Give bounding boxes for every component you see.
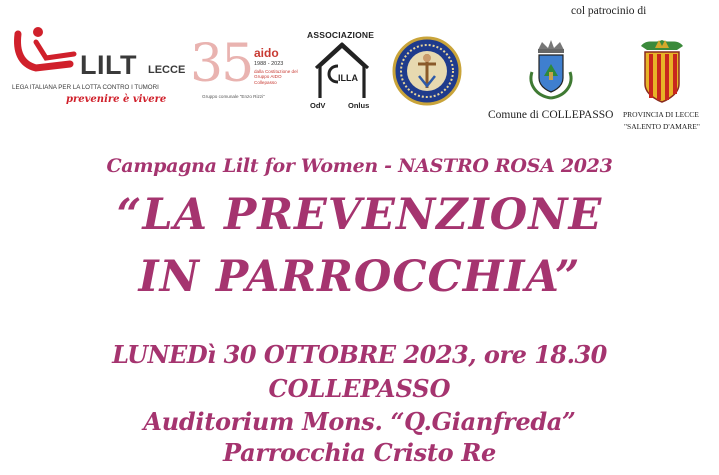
cilla-house-icon	[312, 40, 372, 102]
campaign-title: Campagna Lilt for Women - NASTRO ROSA 2023	[106, 155, 613, 177]
cilla-association-logo	[302, 30, 382, 112]
aido-subtitle: dalla Costituzione del Gruppo AIDO Collepasso	[254, 69, 298, 85]
lilt-logo-icon	[12, 24, 82, 80]
lilt-wordmark: LILT	[80, 50, 137, 80]
event-venue: Auditorium Mons. “Q.Gianfreda”	[143, 407, 576, 436]
lilt-motto: prevenire è vivere	[66, 94, 167, 105]
collepasso-label: Comune di COLLEPASSO	[488, 109, 614, 121]
lecce-motto-label: "SALENTO D'AMARE"	[624, 122, 700, 131]
aido-logo	[188, 34, 298, 104]
cilla-odv: OdV	[310, 101, 326, 110]
aido-anniversary-number: 35	[190, 34, 253, 94]
lilt-logo	[10, 24, 185, 114]
aido-years: 1988 - 2023	[254, 61, 284, 67]
cilla-heading: ASSOCIAZIONE	[307, 30, 375, 40]
cilla-onlus: Onlus	[348, 101, 370, 110]
cilla-name: ILLA	[338, 73, 358, 83]
headline-line-1: “LA PREVENZIONE	[116, 190, 603, 240]
collepasso-crest-icon	[526, 38, 576, 104]
aido-group: Gruppo comunale "Enzo Rizzi"	[202, 94, 265, 99]
lilt-tagline: LEGA ITALIANA PER LA LOTTA CONTRO I TUMORI	[12, 84, 159, 91]
lilt-city: LECCE	[148, 64, 186, 76]
aido-brand: aido	[254, 46, 279, 60]
lecce-crest-icon	[637, 36, 687, 106]
event-parish: Parrocchia Cristo Re	[223, 438, 496, 467]
headline-line-2: IN PARROCCHIA”	[138, 252, 581, 302]
lecce-province-label: PROVINCIA DI LECCE	[623, 110, 699, 119]
parish-emblem-icon	[392, 36, 462, 106]
patronage-label: col patrocinio di	[571, 5, 647, 17]
event-date: LUNEDì 30 OTTOBRE 2023, ore 18.30	[112, 340, 607, 369]
event-town: COLLEPASSO	[268, 374, 451, 403]
